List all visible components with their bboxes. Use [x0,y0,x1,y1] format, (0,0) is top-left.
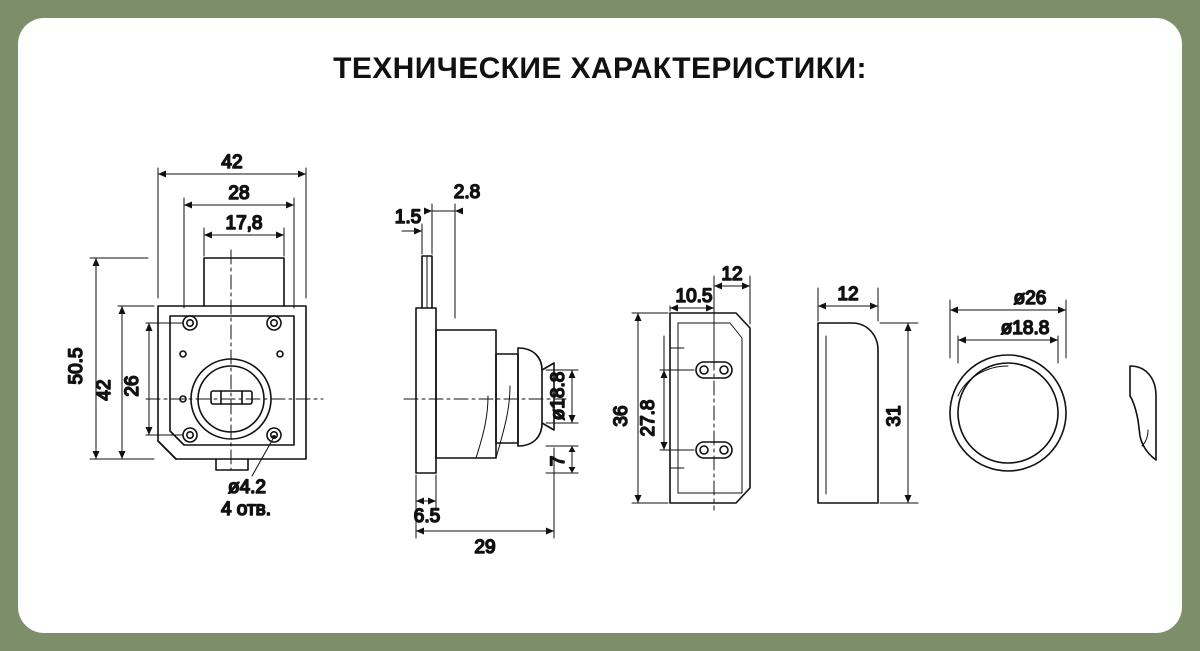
dim-31: 31 [884,405,905,427]
front-view-labels [66,152,271,520]
dim-42-width: 42 [221,152,243,173]
page-title: ТЕХНИЧЕСКИЕ ХАРАКТЕРИСТИКИ: [333,52,867,85]
technical-drawing [18,18,1182,633]
dim-26-height: 26 [122,375,143,397]
dim-26-diameter: ø26 [1013,288,1047,309]
dim-27-8: 27.8 [638,399,659,437]
dim-10-5: 10.5 [675,286,713,307]
dim-50-5-height: 50.5 [66,347,87,385]
note-hole-diameter: ø4.2 [227,477,267,498]
dim-7: 7 [548,455,569,467]
dim-6-5: 6.5 [413,506,441,527]
dim-2-8: 2.8 [453,182,481,203]
ring-view [950,355,1066,471]
note-hole-count: 4 отв. [220,499,272,520]
spec-card [18,18,1182,633]
dim-18-8-diameter: ø18.8 [548,371,569,421]
side-view-dimensions [402,204,578,538]
dim-18-8-ring: ø18.8 [1000,318,1050,339]
strike-side-dimensions [818,288,918,503]
dim-28-width: 28 [228,183,250,204]
dim-12: 12 [721,264,743,285]
dim-1-5: 1.5 [394,207,422,228]
strike-plate-view [670,306,750,510]
ring-side-view [1130,366,1156,460]
dim-36: 36 [611,405,632,427]
strike-plate-labels [611,264,743,436]
ring-labels [1001,288,1050,339]
dim-17-8-width: 17,8 [225,213,263,234]
dim-29: 29 [474,537,496,558]
dim-12-side: 12 [837,284,859,305]
front-view-dimensions [90,168,306,476]
side-view [404,256,566,473]
strike-plate-dimensions [632,276,750,503]
strike-side-view [818,323,878,503]
dim-42-height: 42 [94,379,115,401]
front-view [146,250,323,470]
